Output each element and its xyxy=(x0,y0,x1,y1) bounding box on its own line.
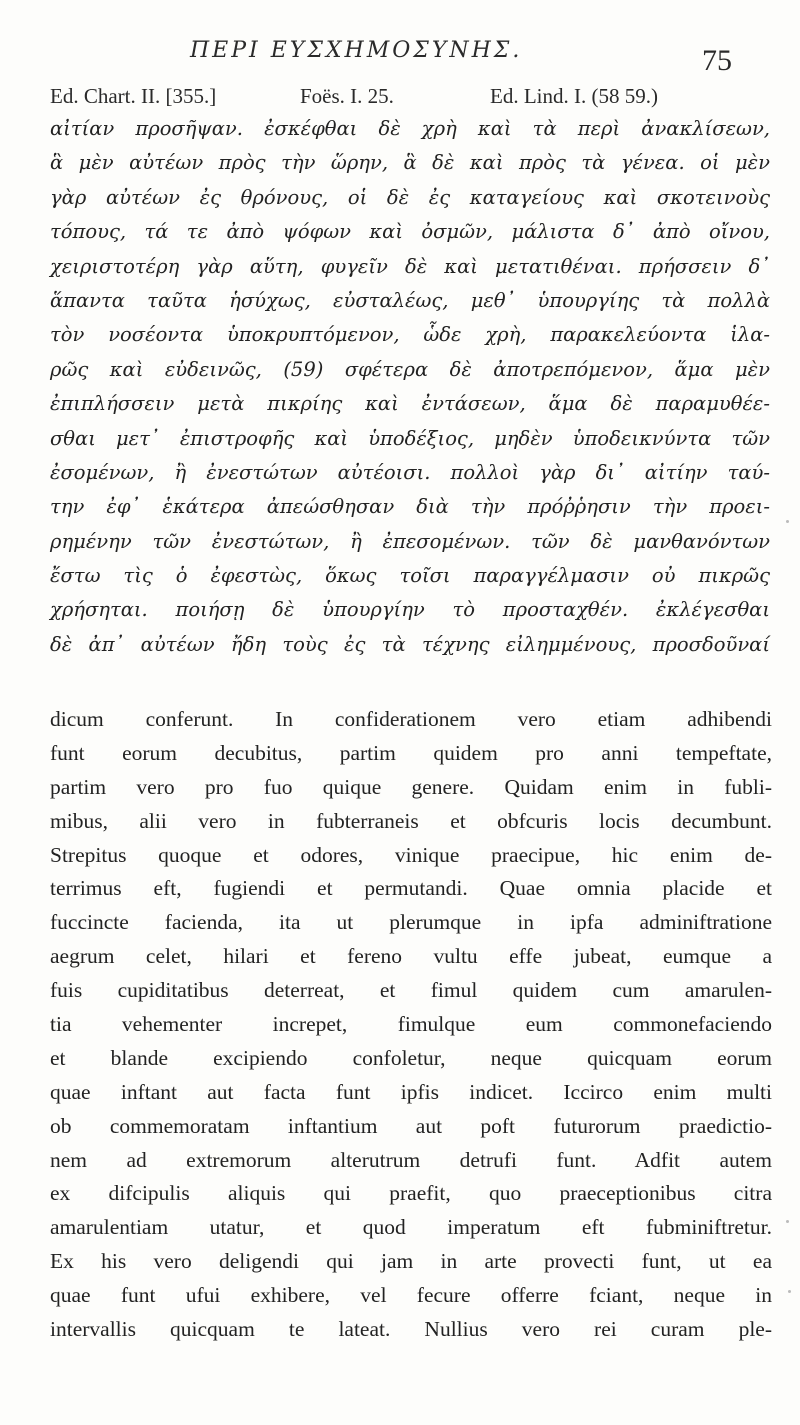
greek-text-block xyxy=(50,112,770,662)
greek-line: γὰρ αὐτέων ἐς θρόνους, οἱ δὲ ἐς καταγείους καὶ σκοτεινοὺς xyxy=(50,185,770,209)
greek-line: χρήσηται. ποιήσῃ δὲ ὑπουργίην τὸ προσταχθέν. ἐκλέγεσθαι xyxy=(50,598,770,622)
latin-line: tia vehementer increpet, fimulque eum commonefaciendo xyxy=(50,1012,772,1037)
latin-line: aegrum celet, hilari et fereno vultu effe jubeat, eumque a xyxy=(50,944,772,969)
greek-line: ἔστω τὶς ὁ ἐφεστὼς, ὅκως τοῖσι παραγγέλμασιν οὐ πικρῶς xyxy=(50,564,770,588)
edition-ref-chart: Ed. Chart. II. [355.] xyxy=(50,84,217,108)
latin-line: Strepitus quoque et odores, vinique praecipue, hic enim de- xyxy=(50,842,772,867)
greek-line: τὸν νοσέοντα ὑποκρυπτόμενον, ὧδε χρὴ, παρακελεύοντα ἱλα- xyxy=(50,323,770,347)
latin-line: dicum conferunt. In confiderationem vero etiam adhibendi xyxy=(50,707,772,731)
latin-line: funt eorum decubitus, partim quidem pro anni tempeftate, xyxy=(50,740,772,765)
running-head: ΠΕΡΙ ΕΥΣΧΗΜΟΣΥΝΗΣ. xyxy=(190,38,523,63)
latin-line: quae funt ufui exhibere, vel fecure offerre fciant, neque in xyxy=(50,1283,772,1308)
latin-line: quae inftant aut facta funt ipfis indicet. Iccirco enim multi xyxy=(50,1079,772,1104)
latin-line: nem ad extremorum alterutrum detrufi funt. Adfit autem xyxy=(50,1147,772,1172)
latin-line: mibus, alii vero in fubterraneis et obfcuris locis decumbunt. xyxy=(50,808,772,833)
latin-line: fuis cupiditatibus deterreat, et fimul quidem cum amarulen- xyxy=(50,978,772,1003)
page-number: 75 xyxy=(702,44,732,77)
greek-line: ρῶς καὶ εὐδεινῶς, (59) σφέτερα δὲ ἀποτρεπόμενον, ἅμα μὲν xyxy=(50,357,770,381)
latin-line: amarulentiam utatur, et quod imperatum eft fubminiftretur. xyxy=(50,1215,772,1240)
latin-line: intervallis quicquam te lateat. Nullius vero rei curam ple- xyxy=(50,1317,772,1342)
greek-line: τόπους, τά τε ἀπὸ ψόφων καὶ ὀσμῶν, μάλιστα δ᾽ ἀπὸ οἴνου, xyxy=(50,220,770,244)
greek-line: αἰτίαν προσῆψαν. ἐσκέφθαι δὲ χρὴ καὶ τὰ περὶ ἀνακλίσεων, xyxy=(50,117,770,140)
greek-line: την ἐφ᾽ ἑκάτερα ἀπεώσθησαν διὰ τὴν πρόῤῥησιν τὴν προει- xyxy=(50,495,770,519)
greek-line: ἐσομένων, ἢ ἐνεστώτων αὐτέοισι. πολλοὶ γὰρ δι᾽ αἰτίην ταύ- xyxy=(50,460,770,484)
latin-line: et blande excipiendo confoletur, neque quicquam eorum xyxy=(50,1045,772,1070)
latin-line: Ex his vero deligendi qui jam in arte provecti funt, ut ea xyxy=(50,1249,772,1274)
edition-ref-foes: Foës. I. 25. xyxy=(300,84,394,108)
greek-line: ρημένην τῶν ἐνεστώτων, ἢ ἐπεσομένων. τῶν δὲ μανθανόντων xyxy=(50,529,770,553)
greek-line: δὲ ἀπ᾽ αὐτέων ἤδη τοὺς ἐς τὰ τέχνης εἰλημμένους, προσδοῦναί xyxy=(50,632,770,656)
greek-line: χειριστοτέρη γὰρ αὕτη, φυγεῖν δὲ καὶ μετατιθέναι. πρήσσειν δ᾽ xyxy=(50,254,770,278)
latin-line: ob commemoratam inftantium aut poft futurorum praedictio- xyxy=(50,1113,772,1138)
latin-line: ex difcipulis aliquis qui praefit, quo praeceptionibus citra xyxy=(50,1181,772,1206)
latin-line: fuccincte facienda, ita ut plerumque in ipfa adminiftratione xyxy=(50,910,772,935)
latin-text-block xyxy=(50,703,772,1347)
greek-line: ἐπιπλήσσειν μετὰ πικρίης καὶ ἐντάσεων, ἅμα δὲ παραμυθέε- xyxy=(50,392,770,416)
edition-ref-lind: Ed. Lind. I. (58 59.) xyxy=(490,84,658,108)
print-speck xyxy=(788,1290,791,1293)
greek-line: σθαι μετ᾽ ἐπιστροφῆς καὶ ὑποδέξιος, μηδὲν ὑποδεικνύντα τῶν xyxy=(50,426,770,450)
greek-line: ἃ μὲν αὐτέων πρὸς τὴν ὥρην, ἃ δὲ καὶ πρὸς τὰ γένεα. οἱ μὲν xyxy=(50,151,770,175)
latin-line: terrimus eft, fugiendi et permutandi. Quae omnia placide et xyxy=(50,876,772,901)
latin-line: partim vero pro fuo quique genere. Quidam enim in fubli- xyxy=(50,774,772,799)
print-speck xyxy=(786,520,789,523)
greek-line: ἅπαντα ταῦτα ἡσύχως, εὐσταλέως, μεθ᾽ ὑπουργίης τὰ πολλὰ xyxy=(50,288,770,312)
print-speck xyxy=(786,1220,789,1223)
